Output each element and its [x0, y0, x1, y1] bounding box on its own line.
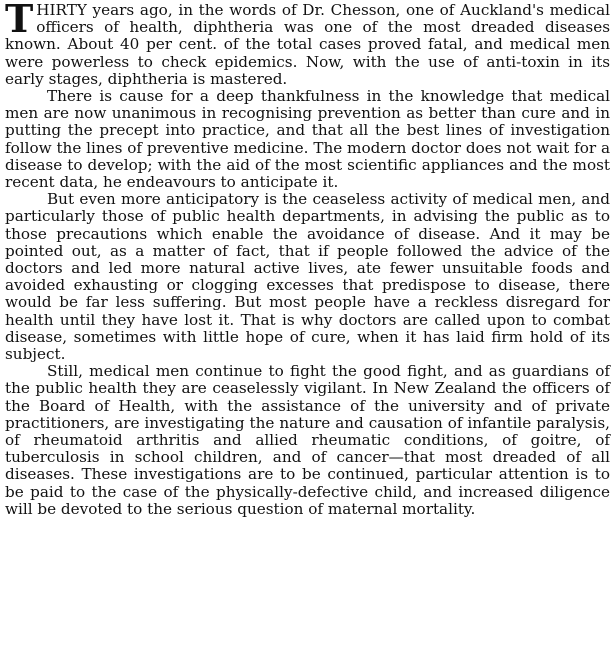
article-paragraph-2: There is cause for a deep thankfulness in the knowledge that medical men are now unanimous in recognising prevention as better than cure and in putting the precept into practice, and that all the best lines of investigation follow the lines of preventive medicine. The modern doctor does not wait for a disease to develop; with the aid of the most scientific appliances and the most recent data, he endeavours to anticipate it.: [5, 87, 610, 192]
article-paragraph-1: [5, 2, 610, 88]
article-body: [5, 2, 610, 518]
article-paragraph-4: Still, medical men continue to fight the good fight, and as guardians of the public health they are ceaselessly vigilant. In New Zealand the officers of the Board of Health, with the assistance of the university and of private practitioners, are investigating the nature and causation of infantile paralysis, of rheumatoid arthritis and allied rheumatic conditions, of goitre, of tuberculosis in school children, and of cancer—that most dreaded of all diseases. These investigations are to be continued, particular attention is to be paid to the case of the physically-defective child, and increased diligence will be devoted to the serious question of maternal mortality.: [5, 362, 610, 518]
article-paragraph-3: But even more anticipatory is the ceaseless activity of medical men, and particularly those of public health departments, in advising the public as to those precautions which enable the avoidance of disease. And it may be pointed out, as a matter of fact, that if people followed the advice of the doctors and led more natural active lives, ate fewer unsuitable foods and avoided exhausting or clogging excesses that predispose to disease, there would be far less suffering. But most people have a reckless disregard for health until they have lost it. That is why doctors are called upon to combat disease, sometimes with little hope of cure, when it has laid firm hold of its subject.: [5, 190, 610, 364]
drop-cap-letter: T: [5, 0, 34, 41]
article-paragraph-1-text: HIRTY years ago, in the words of Dr. Chesson, one of Auckland's medical officers of health, diphtheria was one of the most dreaded diseases known. About 40 per cent. of the total cases proved fatal, and medical men were powerless to check epidemics. Now, with the use of anti-toxin in its early stages, diphtheria is mastered.: [5, 1, 610, 88]
